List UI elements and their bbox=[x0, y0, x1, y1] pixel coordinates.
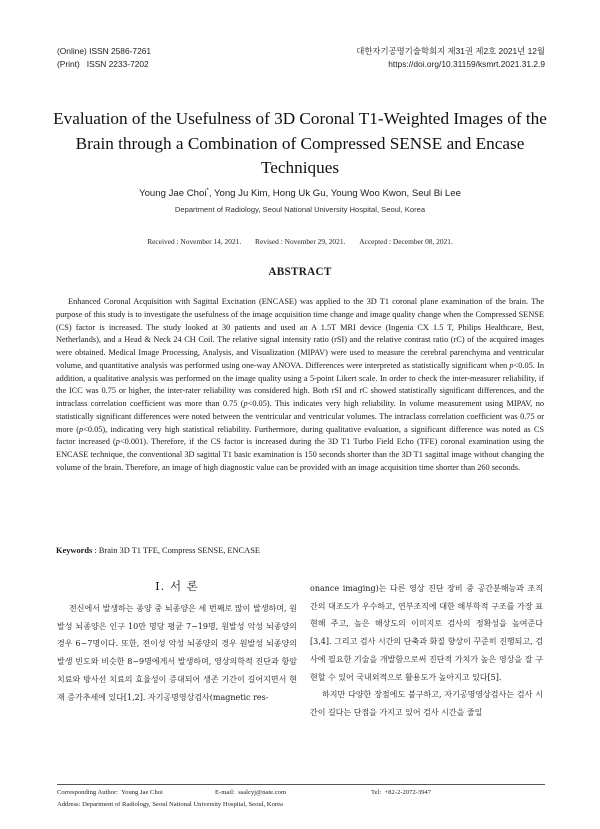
p-symbol-1: p bbox=[509, 360, 514, 370]
journal-citation: 대한자기공명기술학회지 제31권 제2호 2021년 12월 bbox=[356, 46, 545, 56]
p-symbol-2: p bbox=[243, 399, 248, 408]
abstract-part-5: <0.001). Therefore, if the CS factor is increased during the 3D T1 Turbo Field Echo (TFE) coronal examination using the ENCASE technique, the conventional 3D sagittal T1 basic examination is 150 seconds shorter than the 3D T1 sagittal image without changing the volume of the brain. Therefore, an image of high diagnostic value can be provided with an image acquisition time shorter than 260 seconds. bbox=[56, 437, 544, 472]
co-authors: , Yong Ju Kim, Hong Uk Gu, Young Woo Kwon, Seul Bi Lee bbox=[208, 188, 461, 200]
doi-link[interactable]: https://doi.org/10.31159/ksmrt.2021.31.2.9 bbox=[388, 59, 545, 69]
revised-date: Revised : November 29, 2021. bbox=[255, 237, 346, 246]
paper-title: Evaluation of the Usefulness of 3D Coronal T1-Weighted Images of the Brain through a Combination of Compressed SENSE and Encase Techniques bbox=[53, 109, 547, 177]
footer-divider bbox=[57, 784, 545, 785]
abstract-part-4: <0.05), indicating very high statistical reliability. Furthermore, during qualitative evaluation, a significant difference was noted as CS factor increased ( bbox=[56, 424, 545, 447]
abstract-body bbox=[56, 296, 544, 475]
author-list bbox=[0, 188, 600, 199]
keywords-text: Brain 3D T1 TFE, Compress SENSE, ENCASE bbox=[98, 546, 260, 555]
corresponding-author: Young Jae Choi bbox=[139, 188, 207, 200]
intro-left-column: 전신에서 발생하는 종양 중 뇌종양은 세 번째로 많이 발생하며, 원발성 뇌종양은 인구 10만 명당 평균 7~19명, 원발성 악성 뇌종양의 경우 6~7명이다. 또한, 전이성 악성 뇌종양의 경우 원발성 뇌종양의 발생 빈도와 비슷한 8~9명에게서 발생하며, 영상의학적 진단과 항암치료와 방사선 치료의 효율성이 증대되어 생존 기간이 길어지면서 현재 증가추세에 있다[1,2]. 자기공명영상검사(magnetic res- bbox=[57, 604, 297, 702]
accepted-date: Accepted : December 08, 2021. bbox=[359, 237, 453, 246]
author-address: Address: Department of Radiology, Seoul National University Hospital, Seoul, Korea bbox=[57, 801, 283, 808]
intro-right-paragraph-1: onance imaging)는 다른 영상 진단 장비 중 공간분해능과 조직 간의 대조도가 우수하고, 연부조직에 대한 해부학적 구조를 가장 표현해 주고, 높은 해상도의 이미지로 검사의 정확성을 높여준다[3,4]. 그리고 검사 시간의 단축과 화질 향상이 꾸준히 진행되고, 검사에 필요한 기술을 개발함으로써 진단적 가치가 높은 영상을 잘 구현할 수 있어 국내외적으로 활용도가 높아지고 있다[5]. bbox=[310, 584, 543, 682]
intro-right-column bbox=[310, 580, 543, 722]
journal-block bbox=[356, 45, 545, 71]
section-heading-introduction: Ⅰ. 서 론 bbox=[155, 579, 199, 593]
issn-print: (Print) ISSN 2233-7202 bbox=[57, 59, 149, 69]
abstract-part-3: <0.05). This indicates very high reliability. In volume measurement using MIPAV, no statistically significant differences were noted between the ventricular and ventricular volumes. The intraclass correlation coefficient was 0.75 or more ( bbox=[56, 399, 544, 434]
affiliation: Department of Radiology, Seoul National University Hospital, Seoul, Korea bbox=[174, 205, 426, 214]
issn-block bbox=[57, 45, 151, 71]
intro-right-paragraph-2: 하지만 다양한 장점에도 불구하고, 자기공명영상검사는 검사 시간이 길다는 단점을 가지고 있어 검사 시간을 줄일 bbox=[310, 690, 543, 717]
keywords bbox=[56, 546, 544, 555]
abstract-part-2: <0.05. In addition, a qualitative analysis was performed on the image quality using a 5-point Likert scale. In order to check the inter-measurer reliability, if the ICC was 0.75 or higher, the inter-rater reliability was considered high. Both rSI and rC showed statistically significant differences, and the intraclass correlation coefficient was more than 0.75 ( bbox=[56, 360, 544, 408]
keywords-label: Keywords bbox=[56, 546, 93, 555]
author-email[interactable]: E-mail: ssalcyj@nate.com bbox=[215, 789, 287, 796]
corresponding-mark: * bbox=[206, 188, 209, 194]
submission-dates bbox=[0, 237, 600, 246]
corresponding-author-note: Corresponding Author: Young Jae Choi bbox=[57, 789, 163, 796]
author-phone: Tel: +82-2-2072-3947 bbox=[371, 789, 432, 796]
keywords-separator: : bbox=[92, 546, 99, 555]
issn-online: (Online) ISSN 2586-7261 bbox=[57, 46, 152, 56]
received-date: Received : November 14, 2021. bbox=[147, 237, 242, 246]
abstract-heading: ABSTRACT bbox=[268, 266, 332, 278]
p-symbol-4: p bbox=[115, 437, 120, 447]
p-symbol-3: p bbox=[79, 424, 84, 434]
abstract-part-1: Enhanced Coronal Acquisition with Sagittal Excitation (ENCASE) was applied to the 3D T1 coronal plane examination of the brain. The purpose of this study is to investigate the usefulness of the image acquisition time change and image quality change when the Compressed SENSE (CS) factor is increased. The study looked at 30 patients and used an A 1.5T MRI device (Ingenia CX 1.5 T, Philips Healthcare, Best, Netherlands), and a Head & Neck 24 CH Coil. The relative signal intensity ratio (rSI) and the relative contrast ratio (rC) of the acquired images were obtained. Medical Image Processing, Analysis, and Visualization (MIPAV) were used to measure the cerebral parenchyma and ventricular volume, and quantitative analysis was performed using one-way ANOVA. Differences were interpreted as statistically significant when bbox=[56, 297, 544, 370]
